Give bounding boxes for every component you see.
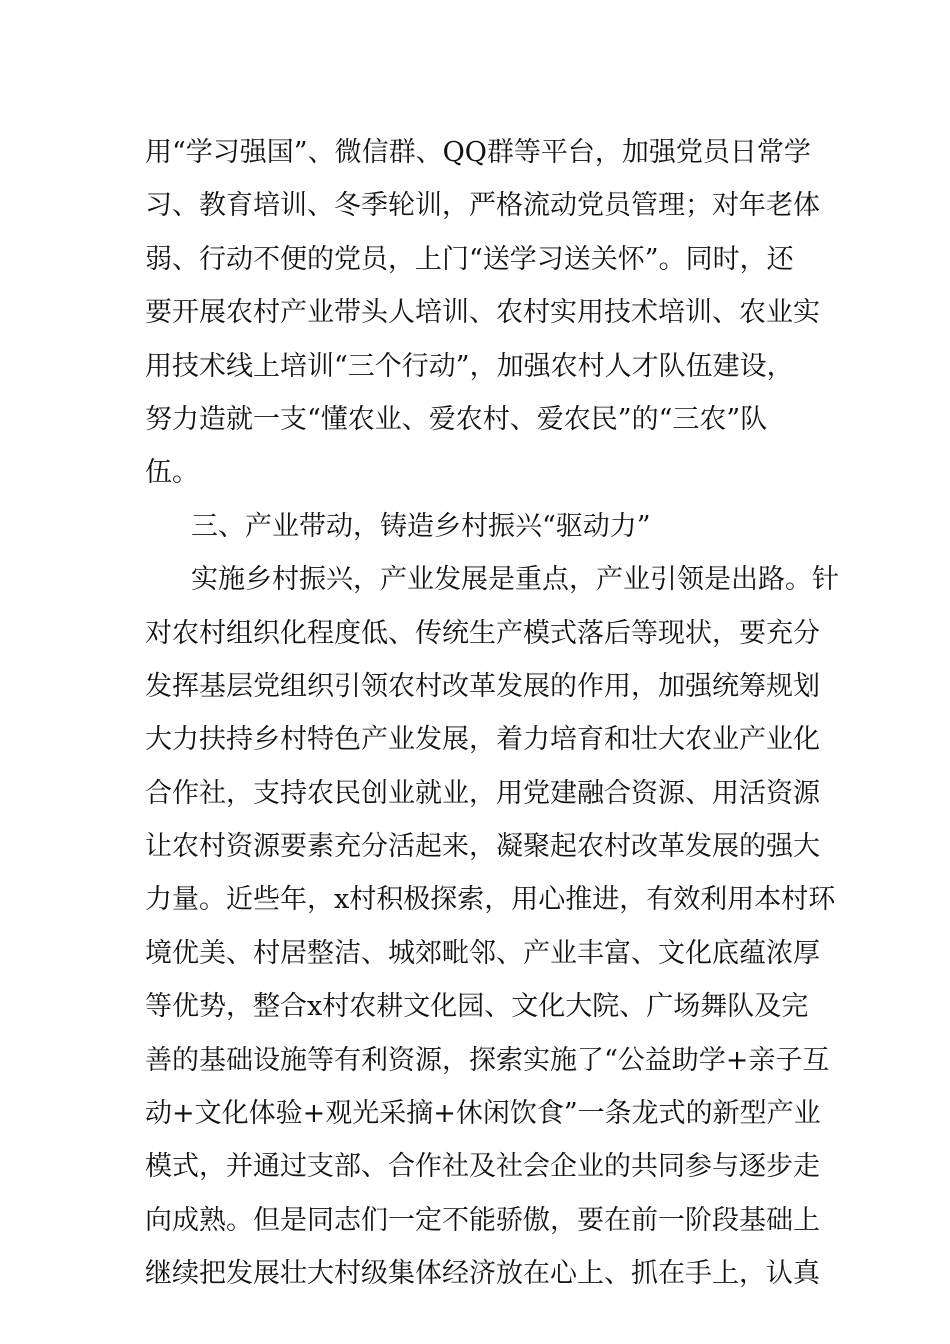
paragraph-line: 习、教育培训、冬季轮训，严格流动党员管理；对年老体 (145, 190, 820, 222)
paragraph-line: 要开展农村产业带头人培训、农村实用技术培训、农业实 (145, 297, 820, 329)
paragraph-line: 伍。 (145, 457, 199, 489)
paragraph-line: 用“学习强国”、微信群、QQ群等平台，加强党员日常学 (145, 137, 811, 168)
paragraph-line: 模式，并通过支部、合作社及社会企业的共同参与逐步走 (145, 1151, 820, 1183)
paragraph-line: 继续把发展壮大村级集体经济放在心上、抓在手上，认真 (145, 1258, 820, 1290)
paragraph-line: 发挥基层党组织引领农村改革发展的作用，加强统筹规划 (145, 670, 820, 702)
document-body (145, 126, 839, 1301)
paragraph-line: 用技术线上培训“三个行动”，加强农村人才队伍建设， (145, 350, 794, 382)
paragraph-line: 对农村组织化程度低、传统生产模式落后等现状，要充分 (145, 617, 820, 649)
paragraph-line: 境优美、村居整洁、城郊毗邻、产业丰富、文化底蕴浓厚 (145, 937, 820, 969)
paragraph-line: 向成熟。但是同志们一定不能骄傲，要在前一阶段基础上 (145, 1204, 820, 1236)
paragraph-line: 力量。近些年，x村积极探索，用心推进，有效利用本村环 (145, 884, 836, 916)
paragraph-line: 努力造就一支“懂农业、爱农村、爱农民”的“三农”队 (145, 403, 768, 435)
paragraph-line: 让农村资源要素充分活起来，凝聚起农村改革发展的强大 (145, 831, 820, 863)
section-heading: 三、产业带动，铸造乡村振兴“驱动力” (191, 510, 651, 542)
paragraph-line: 实施乡村振兴，产业发展是重点，产业引领是出路。针 (191, 564, 839, 596)
paragraph-line: 弱、行动不便的党员，上门“送学习送关怀”。同时，还 (145, 243, 794, 275)
paragraph-line: 动+文化体验+观光采摘+休闲饮食”一条龙式的新型产业 (145, 1098, 821, 1130)
paragraph-line: 善的基础设施等有利资源，探索实施了“公益助学+亲子互 (145, 1044, 830, 1076)
paragraph-line: 等优势，整合x村农耕文化园、文化大院、广场舞队及完 (145, 991, 809, 1023)
paragraph-line: 大力扶持乡村特色产业发展，着力培育和壮大农业产业化 (145, 724, 820, 756)
paragraph-line: 合作社，支持农民创业就业，用党建融合资源、用活资源 (145, 777, 820, 809)
